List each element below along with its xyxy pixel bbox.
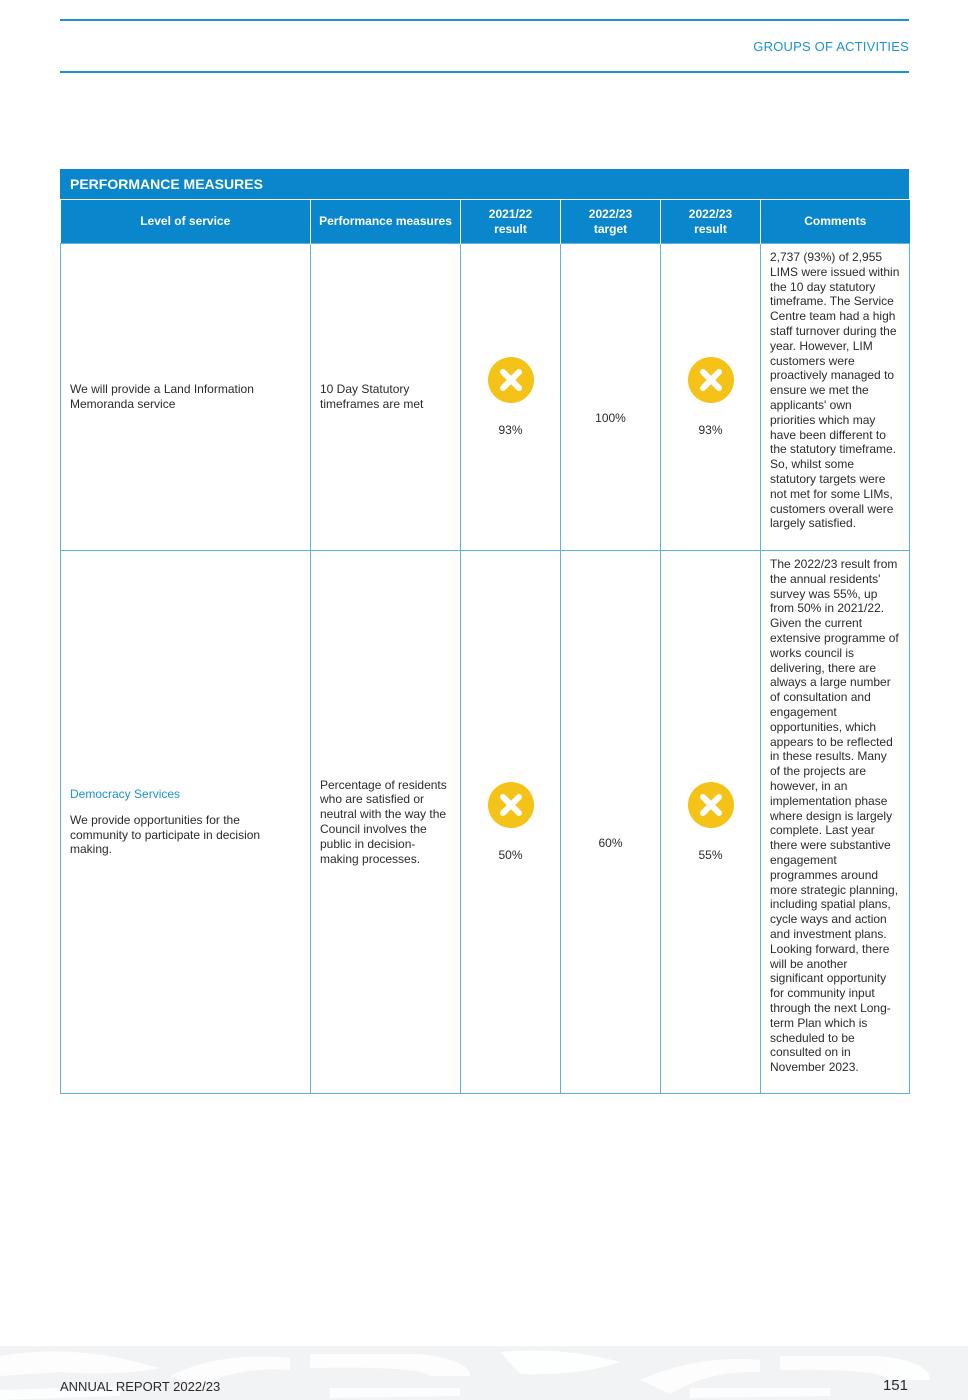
result-2021-22-cell: [461, 551, 561, 1094]
level-of-service-cell: [61, 244, 311, 551]
result-2022-23-value: 93%: [698, 422, 723, 437]
target-2022-23-value: 100%: [595, 410, 626, 425]
column-header-comments: Comments: [761, 200, 910, 244]
footer-report-title: ANNUAL REPORT 2022/23: [60, 1379, 221, 1394]
table-row: [61, 244, 910, 551]
result-2022-23-value: 55%: [698, 847, 723, 862]
section-label: GROUPS OF ACTIVITIES: [753, 39, 909, 54]
column-header-level-of-service: Level of service: [61, 200, 311, 244]
result-2021-22-value: 93%: [498, 422, 523, 437]
column-header-2022-23-result: 2022/23 result: [661, 200, 761, 244]
table-row: [61, 551, 910, 1094]
performance-measure-cell: 10 Day Statutory timeframes are met: [311, 244, 461, 551]
level-of-service-link[interactable]: Democracy Services: [70, 786, 181, 801]
result-2021-22-value: 50%: [498, 847, 523, 862]
cross-circle-icon: [688, 357, 734, 403]
performance-measure-cell: Percentage of residents who are satisfied or neutral with the way the Council involves the public in decision-making processes.: [311, 551, 461, 1094]
cross-circle-icon: [688, 782, 734, 828]
cross-circle-icon: [488, 357, 534, 403]
comment-cell: 2,737 (93%) of 2,955 LIMS were issued within the 10 day statutory timeframe. The Service Centre team had a high staff turnover during the year. However, LIM customers were proactively managed to ensure we met the applicants' own priorities which may have been different to the statutory timeframe. So, whilst some statutory targets were not met for some LIMs, customers overall were largely satisfied.: [761, 244, 910, 551]
header-top-rule: [60, 19, 909, 21]
level-of-service-text: We will provide a Land Information Memoranda service: [70, 382, 254, 411]
level-of-service-text: We provide opportunities for the community to participate in decision making.: [70, 812, 261, 857]
result-2021-22-cell: [461, 244, 561, 551]
result-2022-23-cell: [661, 551, 761, 1094]
table-header-row: [61, 200, 910, 244]
target-2022-23-cell: [561, 244, 661, 551]
column-header-performance-measures: Performance measures: [311, 200, 461, 244]
target-2022-23-cell: [561, 551, 661, 1094]
page-number: 151: [882, 1377, 908, 1394]
header-bottom-rule: [60, 71, 909, 73]
column-header-2022-23-target: 2022/23 target: [561, 200, 661, 244]
column-header-2021-22-result: 2021/22 result: [461, 200, 561, 244]
level-of-service-cell: [61, 551, 311, 1094]
result-2022-23-cell: [661, 244, 761, 551]
cross-circle-icon: [488, 782, 534, 828]
table-title: PERFORMANCE MEASURES: [60, 169, 909, 200]
comment-cell: The 2022/23 result from the annual residents' survey was 55%, up from 50% in 2021/22. Given the current extensive programme of works council is delivering, there are always a large number of consultation and engagement opportunities, which appears to be reflected in these results. Many of the projects are however, in an implementation phase where design is largely complete. Last year there were substantive engagement programmes around more strategic planning, including spatial plans, cycle ways and action and investment plans. Looking forward, there will be another significant opportunity for community input through the next Long-term Plan which is scheduled to be consulted on in November 2023.: [761, 551, 910, 1094]
target-2022-23-value: 60%: [598, 835, 623, 850]
performance-measures-table: [60, 169, 909, 1094]
